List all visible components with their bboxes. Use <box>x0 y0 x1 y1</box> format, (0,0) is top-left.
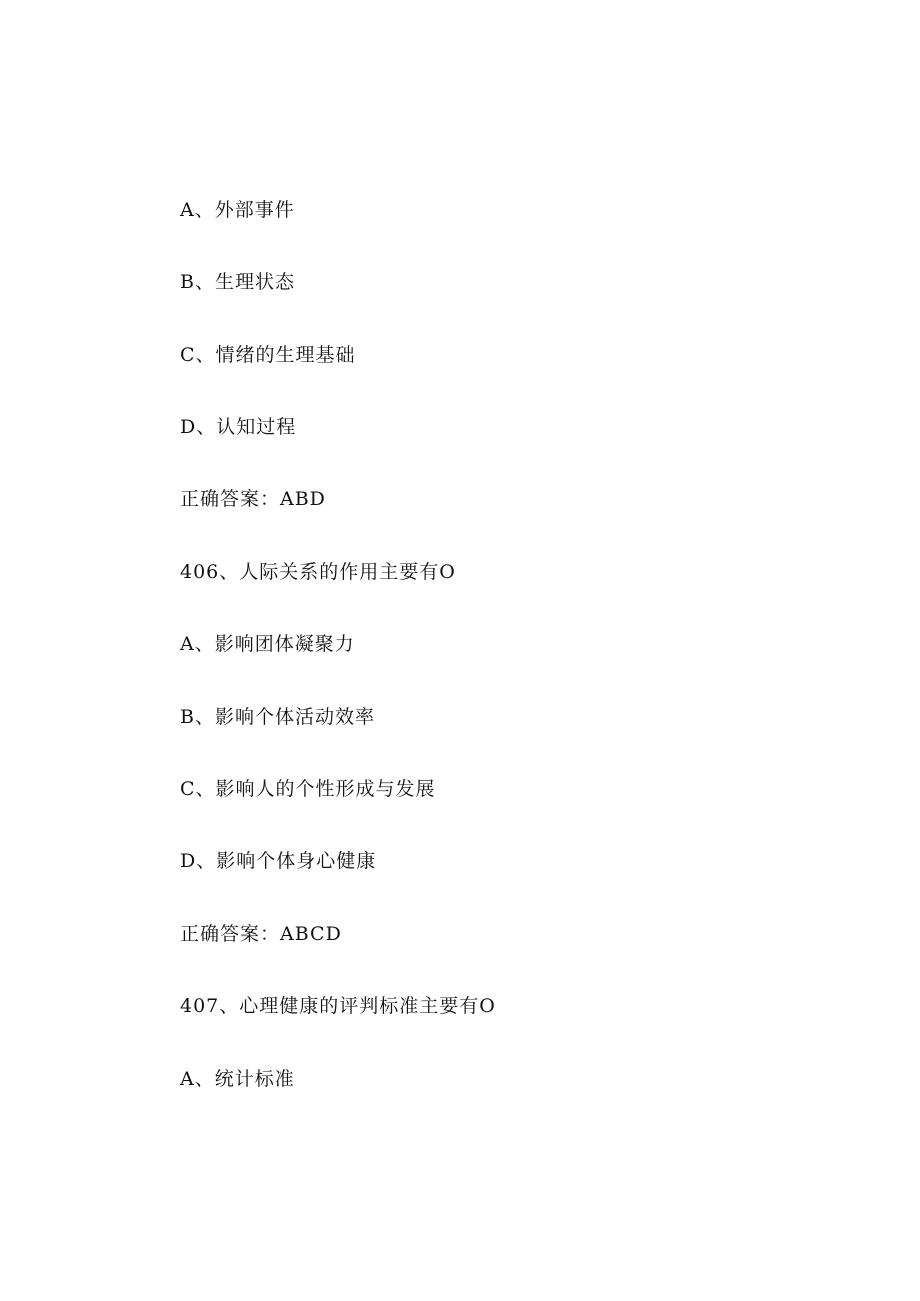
option-d: D、认知过程 <box>180 416 297 438</box>
question-407: 407、心理健康的评判标准主要有O <box>180 995 496 1017</box>
option-a: A、外部事件 <box>180 199 295 221</box>
correct-answer: 正确答案：ABCD <box>180 923 342 945</box>
option-c: C、情绪的生理基础 <box>180 344 356 366</box>
option-c: C、影响人的个性形成与发展 <box>180 778 436 800</box>
correct-answer: 正确答案：ABD <box>180 488 326 510</box>
option-b: B、生理状态 <box>180 271 295 293</box>
option-a: A、统计标准 <box>180 1068 295 1090</box>
option-b: B、影响个体活动效率 <box>180 706 375 728</box>
question-406: 406、人际关系的作用主要有O <box>180 561 456 583</box>
option-d: D、影响个体身心健康 <box>180 850 377 872</box>
option-a: A、影响团体凝聚力 <box>180 633 355 655</box>
